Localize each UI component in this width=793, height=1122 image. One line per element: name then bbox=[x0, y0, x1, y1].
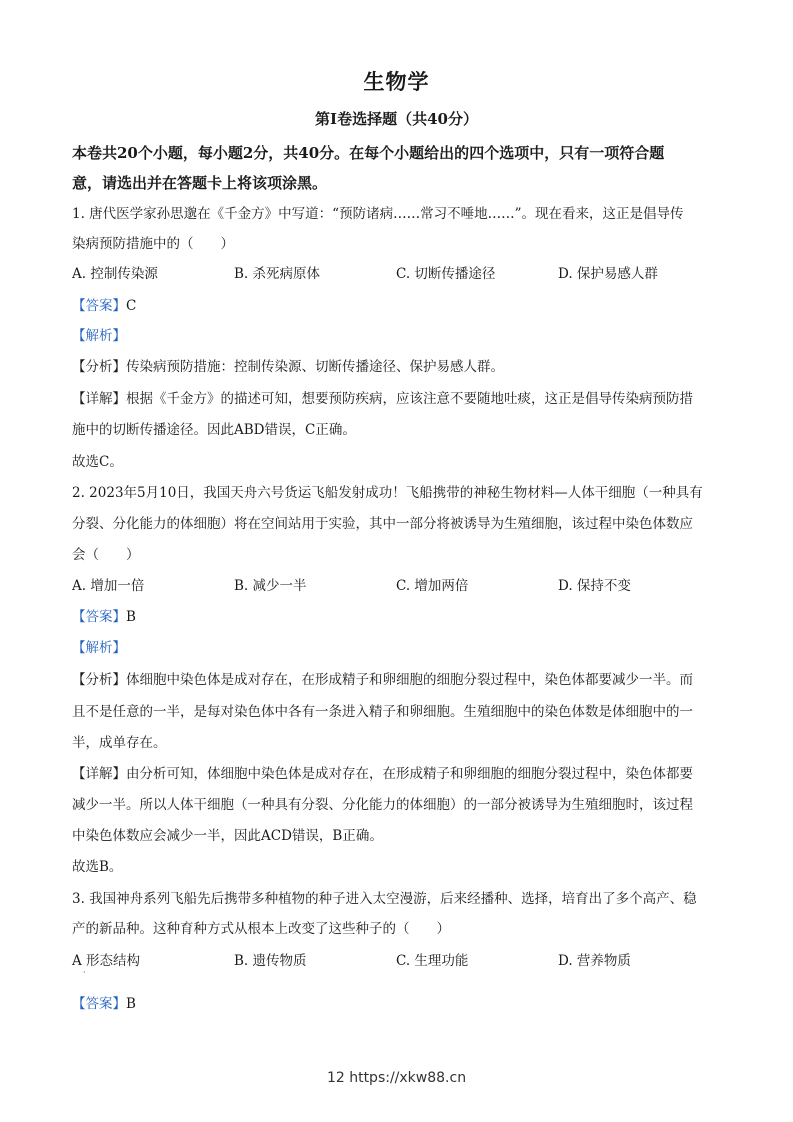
q1-conclusion: 故选C。 bbox=[72, 454, 123, 470]
q2-stem-line: 会（ ） bbox=[72, 547, 140, 563]
answer-tag: 【答案】 bbox=[72, 996, 126, 1012]
q2-answer bbox=[72, 607, 732, 627]
section-subtitle: 第Ⅰ卷选择题（共40分） bbox=[315, 110, 478, 128]
xiangjie-tag: 【详解】 bbox=[72, 766, 126, 782]
fenxi-tag: 【分析】 bbox=[72, 672, 126, 688]
instruction-line: 本卷共20个小题，每小题2分，共40分。在每个小题给出的四个选项中，只有一项符合题 bbox=[72, 144, 665, 162]
q2-fenxi bbox=[72, 670, 732, 690]
jiexi-tag: 【解析】 bbox=[72, 640, 126, 656]
q2-xiangjie-cont: 减少一半。所以人体干细胞（一种具有分裂、分化能力的体细胞）的一部分被诱导为生殖细胞时，该过程 bbox=[72, 797, 693, 813]
q2-conclusion: 故选B。 bbox=[72, 859, 123, 875]
answer-value: C bbox=[126, 298, 137, 314]
q2-option-c: C. 增加两倍 bbox=[396, 578, 469, 594]
q1-stem-line: 染病预防措施中的（ ） bbox=[72, 236, 234, 252]
q2-fenxi-cont: 半，成单存在。 bbox=[72, 735, 167, 751]
q2-option-d: D. 保持不变 bbox=[558, 578, 631, 594]
q1-answer bbox=[72, 296, 732, 316]
jiexi-tag: 【解析】 bbox=[72, 328, 126, 344]
q2-jiexi bbox=[72, 638, 732, 658]
q3-option-c: C. 生理功能 bbox=[396, 953, 469, 969]
q3-stem-line: 产的新品种。这种育种方式从根本上改变了这些种子的（ ） bbox=[72, 921, 450, 937]
q2-stem-line: 2. 2023年5月10日，我国天舟六号货运飞船发射成功！飞船携带的神秘生物材料—人体干细胞（一种具有 bbox=[72, 485, 703, 501]
answer-value: B bbox=[126, 996, 136, 1012]
instruction-line: 意，请选出并在答题卡上将该项涂黑。 bbox=[72, 174, 328, 192]
q1-xiangjie-cont: 施中的切断传播途径。因此ABD错误，C正确。 bbox=[72, 422, 356, 438]
xiangjie-text: 由分析可知，体细胞中染色体是成对存在，在形成精子和卵细胞的细胞分裂过程中，染色体都要 bbox=[126, 766, 693, 782]
q1-option-d: D. 保护易感人群 bbox=[558, 266, 658, 282]
answer-value: B bbox=[126, 609, 136, 625]
xiangjie-text: 根据《千金方》的描述可知，想要预防疾病，应该注意不要随地吐痰，这正是倡导传染病预防措 bbox=[126, 391, 693, 407]
xiangjie-tag: 【详解】 bbox=[72, 391, 126, 407]
q3-option-b: B. 遗传物质 bbox=[234, 953, 307, 969]
q1-jiexi bbox=[72, 326, 732, 346]
q1-option-c: C. 切断传播途径 bbox=[396, 266, 496, 282]
page-title: 生物学 bbox=[363, 69, 430, 94]
fenxi-text: 体细胞中染色体是成对存在，在形成精子和卵细胞的细胞分裂过程中，染色体都要减少一半。而 bbox=[126, 672, 693, 688]
q1-xiangjie bbox=[72, 389, 732, 409]
fenxi-tag: 【分析】 bbox=[72, 359, 126, 375]
answer-tag: 【答案】 bbox=[72, 298, 126, 314]
stray-dot: · bbox=[83, 968, 86, 977]
q2-stem-line: 分裂、分化能力的体细胞）将在空间站用于实验，其中一部分将被诱导为生殖细胞，该过程中染色体数应 bbox=[72, 516, 693, 532]
q2-fenxi-cont: 且不是任意的一半，是每对染色体中各有一条进入精子和卵细胞。生殖细胞中的染色体数是体细胞中的一 bbox=[72, 704, 693, 720]
q2-option-a: A. 增加一倍 bbox=[72, 578, 145, 594]
q1-stem-line: 1. 唐代医学家孙思邈在《千金方》中写道：“预防诸病……常习不唾地……”。现在看来，这正是倡导传 bbox=[72, 206, 684, 222]
q3-option-d: D. 营养物质 bbox=[558, 953, 631, 969]
q2-xiangjie-cont: 中染色体数应会减少一半，因此ACD错误，B正确。 bbox=[72, 828, 383, 844]
q1-option-b: B. 杀死病原体 bbox=[234, 266, 321, 282]
q1-option-a: A. 控制传染源 bbox=[72, 266, 158, 282]
q2-option-b: B. 减少一半 bbox=[234, 578, 307, 594]
q3-stem-line: 3. 我国神舟系列飞船先后携带多种植物的种子进入太空漫游，后来经播种、选择，培育出了多个高产、稳 bbox=[72, 891, 697, 907]
fenxi-text: 传染病预防措施：控制传染源、切断传播途径、保护易感人群。 bbox=[126, 359, 504, 375]
answer-tag: 【答案】 bbox=[72, 609, 126, 625]
page-footer: 12 https://xkw88.cn bbox=[326, 1070, 467, 1086]
q2-xiangjie bbox=[72, 764, 732, 784]
instructions bbox=[72, 138, 732, 198]
q1-fenxi bbox=[72, 357, 732, 377]
q3-answer bbox=[72, 994, 732, 1014]
q3-option-a: A 形态结构 bbox=[72, 953, 141, 969]
